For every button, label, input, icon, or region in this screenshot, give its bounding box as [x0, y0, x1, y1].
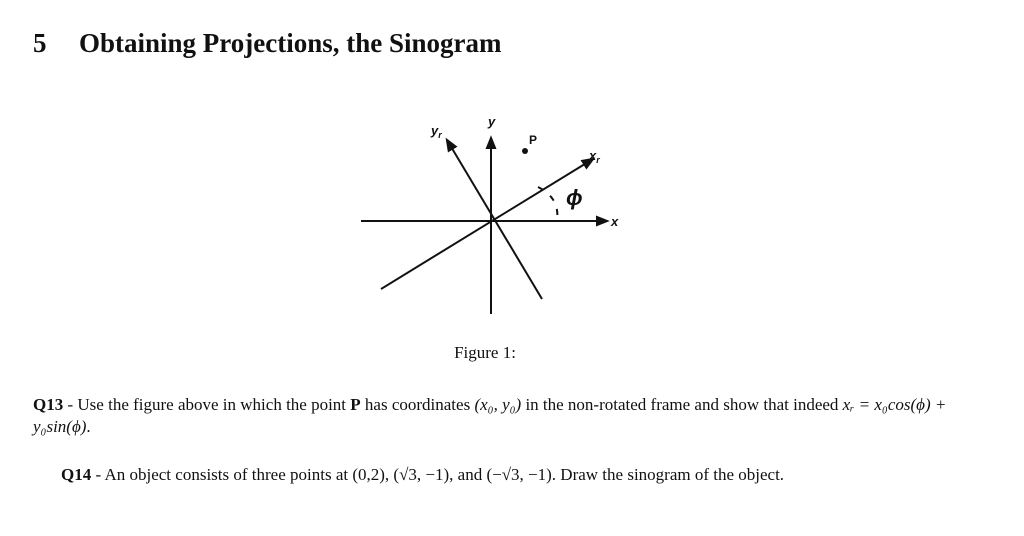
q14-point-3: (−√3, −1) [486, 465, 552, 484]
q13-coords: (x₀, y₀) [474, 395, 522, 414]
figure-caption: Figure 1: [454, 343, 516, 362]
xr-axis [381, 159, 593, 289]
phi-label: ϕ [566, 185, 583, 210]
section-heading [33, 28, 502, 59]
q13-point: P [350, 395, 361, 414]
question-q14 [33, 464, 953, 486]
yr-axis [447, 140, 542, 299]
q14-text-2: , and [449, 465, 487, 484]
q13-text-4: . [86, 417, 91, 436]
xr-axis-label: $x_r$ [589, 148, 600, 165]
q14-number: Q14 [61, 465, 92, 484]
rotated-axes-diagram [355, 108, 635, 318]
point-p-marker [522, 148, 528, 154]
figure-1 [355, 108, 635, 318]
q13-text-2: has coordinates [360, 395, 475, 414]
q13-text-1: Use the figure above in which the point [77, 395, 351, 414]
section-title: Obtaining Projections, the Sinogram [79, 28, 502, 58]
question-q13 [33, 394, 953, 438]
q13-text-3: in the non-rotated frame and show that indeed [521, 395, 843, 414]
q14-separator: - [91, 465, 105, 484]
q13-number: Q13 [33, 395, 64, 414]
q13-formula: xᵣ = x₀cos(ϕ) + y₀sin(ϕ) [33, 395, 947, 436]
point-p-label: P [529, 133, 538, 147]
q14-text-3: . Draw the sinogram of the object. [551, 465, 785, 484]
section-number: 5 [33, 28, 47, 58]
q14-text-1: An object consists of three points at (0,2), [104, 465, 394, 484]
q14-point-2: (√3, −1) [393, 465, 450, 484]
yr-axis-label: $y_r$ [431, 123, 442, 140]
y-axis-label: y [488, 114, 496, 129]
x-axis-label: x [611, 214, 619, 229]
q13-separator: - [63, 395, 78, 414]
